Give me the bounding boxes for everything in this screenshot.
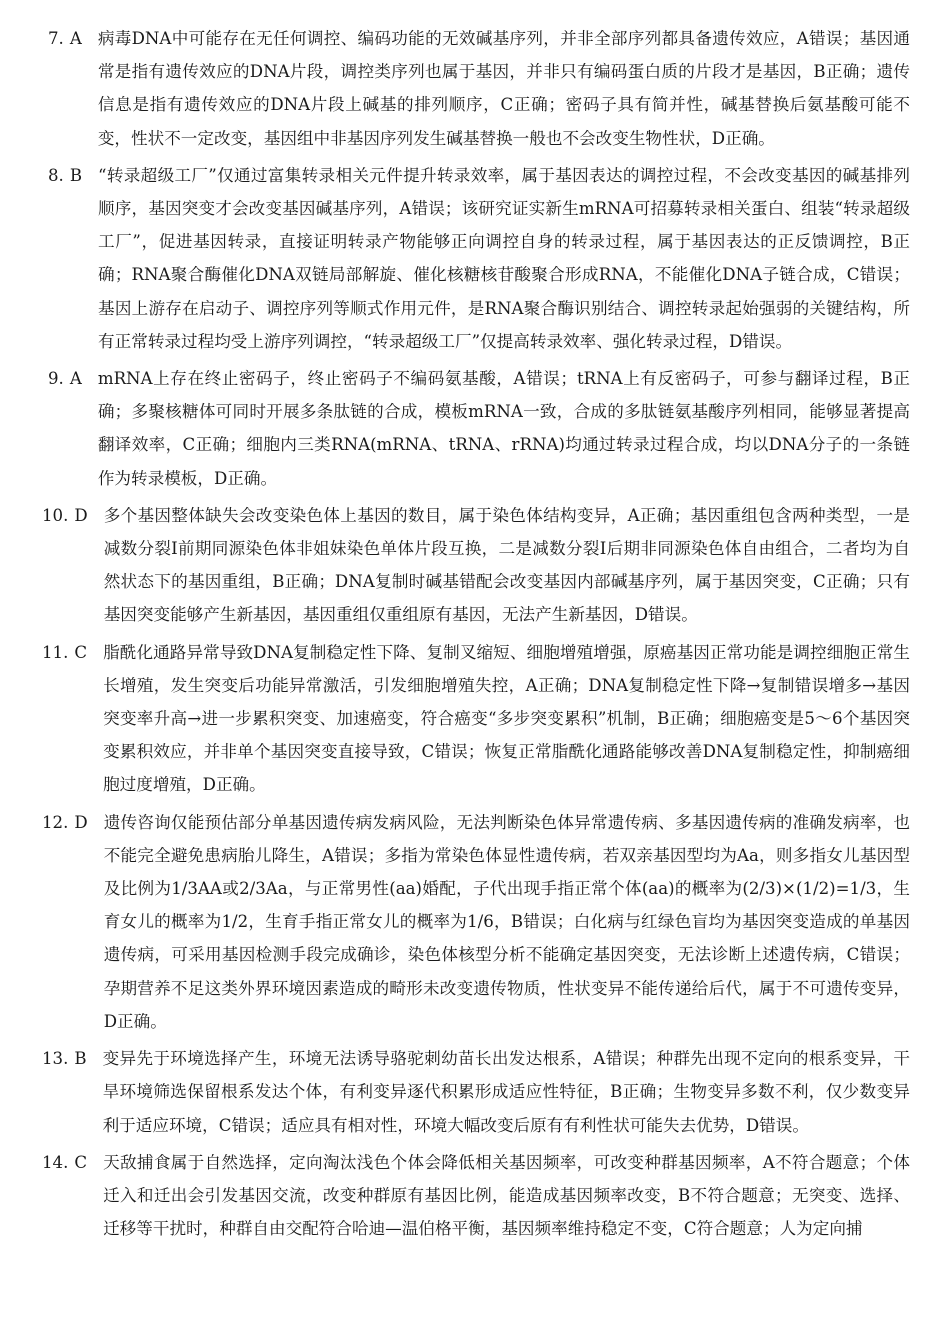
explanation-text: 变异先于环境选择产生，环境无法诱导骆驼刺幼苗长出发达根系，A错误；种群先出现不定向的根系变异，干旱环境筛选保留根系发达个体，有利变异逐代积累形成适应性特征，B正确；生物变异多数不利，仅少数变异利于适应环境，C错误；适应具有相对性，环境大幅改变后原有有利性状可能失去优势，D错误。 xyxy=(102,1049,910,1135)
explanation-item-13 xyxy=(42,1042,910,1142)
answer-letter: A xyxy=(69,29,82,48)
question-number: 9. xyxy=(48,369,64,389)
question-number: 11. xyxy=(42,642,69,662)
explanation-text: “转录超级工厂”仅通过富集转录相关元件提升转录效率，属于基因表达的调控过程，不会改变基因的碱基排列顺序，基因突变才会改变基因碱基序列，A错误；该研究证实新生mRNA可招募转录相关蛋白、组装“转录超级工厂”，促进基因转录，直接证明转录产物能够正向调控自身的转录过程，属于基因表达的正反馈调控，B正确；RNA聚合酶催化DNA双链局部解旋、催化核糖核苷酸聚合形成RNA，不能催化DNA子链合成，C错误；基因上游存在启动子、调控序列等顺式作用元件，是RNA聚合酶识别结合、调控转录起始强弱的关键结构，所有正常转录过程均受上游序列调控，“转录超级工厂”仅提高转录效率、强化转录过程，D错误。 xyxy=(98,165,910,351)
item-lead xyxy=(48,159,98,192)
answer-letter: B xyxy=(74,1049,87,1069)
explanation-item-12 xyxy=(42,806,910,1038)
explanation-text: 多个基因整体缺失会改变染色体上基因的数目，属于染色体结构变异，A正确；基因重组包含两种类型，一是减数分裂Ⅰ前期同源染色体非姐妹染色单体片段互换，二是减数分裂Ⅰ后期非同源染色体自由组合，二者均为自然状态下的基因重组，B正确；DNA复制时碱基错配会改变基因内部碱基序列，属于基因突变，C正确；只有基因突变能够产生新基因，基因重组仅重组原有基因，无法产生新基因，D错误。 xyxy=(103,505,910,625)
question-number: 12. xyxy=(42,812,69,832)
explanation-text: 遗传咨询仅能预估部分单基因遗传病发病风险，无法判断染色体异常遗传病、多基因遗传病的准确发病率，也不能完全避免患病胎儿降生，A错误；多指为常染色体显性遗传病，若双亲基因型均为Aa，则多指女儿基因型及比例为1/3AA或2/3Aa，与正常男性(aa)婚配，子代出现手指正常个体(aa)的概率为(2/3)×(1/2)=1/3，生育女儿的概率为1/2，生育手指正常女儿的概率为1/6，B错误；白化病与红绿色盲均为基因突变造成的单基因遗传病，可采用基因检测手段完成确诊，染色体核型分析不能确定基因突变，无法诊断上述遗传病，C错误；孕期营养不足这类外界环境因素造成的畸形未改变遗传物质，性状变异不能传递给后代，属于不可遗传变异，D正确。 xyxy=(103,812,910,1031)
explanation-item-10 xyxy=(42,499,910,632)
explanation-item-11 xyxy=(42,636,910,802)
answer-letter: D xyxy=(74,812,88,832)
question-number: 13. xyxy=(42,1049,69,1069)
item-lead xyxy=(42,636,103,669)
answer-letter: D xyxy=(74,505,88,525)
answer-explanations xyxy=(42,22,910,1249)
answer-letter: C xyxy=(74,642,88,662)
item-lead xyxy=(48,362,98,395)
explanation-item-8 xyxy=(48,159,910,358)
explanation-text: 病毒DNA中可能存在无任何调控、编码功能的无效碱基序列，并非全部序列都具备遗传效应，A错误；基因通常是指有遗传效应的DNA片段，调控类序列也属于基因，并非只有编码蛋白质的片段才是基因，B正确；遗传信息是指有遗传效应的DNA片段上碱基的排列顺序，C正确；密码子具有简并性，碱基替换后氨基酸可能不变，性状不一定改变，基因组中非基因序列发生碱基替换一般也不会改变生物性状，D正确。 xyxy=(97,29,910,148)
question-number: 10. xyxy=(42,505,69,525)
answer-letter: B xyxy=(69,165,83,185)
question-number: 14. xyxy=(42,1152,69,1172)
explanation-item-7 xyxy=(48,22,910,155)
explanation-item-9 xyxy=(48,362,910,495)
explanation-text: mRNA上存在终止密码子，终止密码子不编码氨基酸，A错误；tRNA上有反密码子，可参与翻译过程，B正确；多聚核糖体可同时开展多条肽链的合成，模板mRNA一致，合成的多肽链氨基酸序列相同，能够显著提高翻译效率，C正确；细胞内三类RNA(mRNA、tRNA、rRNA)均通过转录过程合成，均以DNA分子的一条链作为转录模板，D正确。 xyxy=(97,369,910,488)
explanation-text: 脂酰化通路异常导致DNA复制稳定性下降、复制叉缩短、细胞增殖增强，原癌基因正常功能是调控细胞正常生长增殖，发生突变后功能异常激活，引发细胞增殖失控，A正确；DNA复制稳定性下降→复制错误增多→基因突变率升高→进一步累积突变、加速癌变，符合癌变“多步突变累积”机制，B正确；细胞癌变是5～6个基因突变累积效应，并非单个基因突变直接导致，C错误；恢复正常脂酰化通路能够改善DNA复制稳定性，抑制癌细胞过度增殖，D正确。 xyxy=(103,642,910,795)
item-lead xyxy=(42,1042,103,1075)
item-lead xyxy=(42,806,104,839)
answer-letter: A xyxy=(69,369,82,389)
question-number: 7. xyxy=(48,29,64,48)
item-lead xyxy=(42,1146,103,1179)
item-lead xyxy=(48,22,98,55)
item-lead xyxy=(42,499,104,532)
question-number: 8. xyxy=(48,165,64,185)
explanation-text: 天敌捕食属于自然选择，定向淘汰浅色个体会降低相关基因频率，可改变种群基因频率，A不符合题意；个体迁入和迁出会引发基因交流，改变种群原有基因比例，能造成基因频率改变，B不符合题意；无突变、选择、迁移等干扰时，种群自由交配符合哈迪—温伯格平衡，基因频率维持稳定不变，C符合题意；人为定向捕 xyxy=(103,1152,910,1239)
explanation-item-14 xyxy=(42,1146,910,1246)
answer-letter: C xyxy=(74,1152,88,1172)
